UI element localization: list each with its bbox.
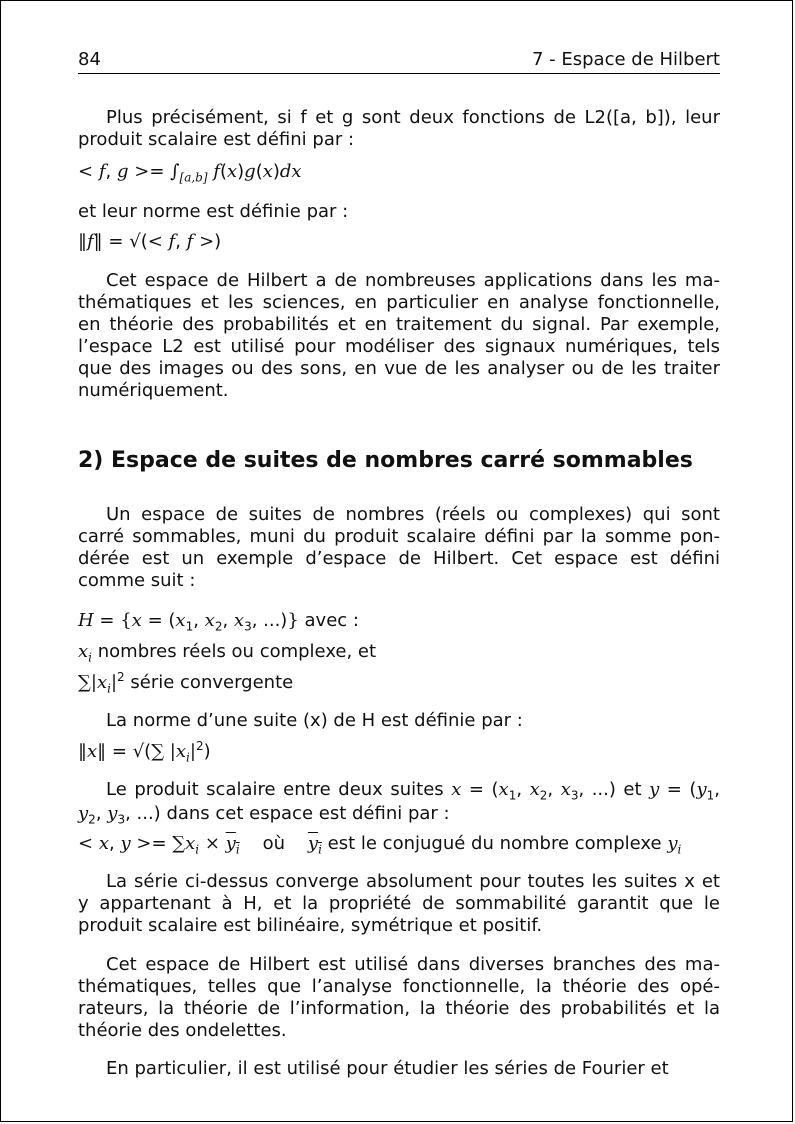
inner-product-formula: < f, $g >= \int_{[a,b]}$ f(x)g(x)dx xyxy=(78,161,302,185)
definition-line-3: $\sum|x_i|^2$ série convergente xyxy=(78,670,294,696)
chapter-title: 7 - Espace de Hilbert xyxy=(531,49,720,70)
sequence-norm-formula: ‖x‖ = √(∑ $|x_i|^2$) xyxy=(78,739,211,765)
definition-line-2: $x_i$ nombres réels ou complexe, et xyxy=(78,641,377,665)
sequence-inner-product-formula: < x, $y >= \sum x_i \times y_i$ où $y_i$ est le conjugué du nombre complexe $y_i$ xyxy=(78,833,682,857)
inner-intro-a: Le produit scalaire entre deux suites xyxy=(106,779,444,800)
inner-where: où xyxy=(262,833,285,854)
sequence-norm-intro: La norme d’une suite (x) de H est définie par : xyxy=(106,710,523,731)
page-number: 84 xyxy=(78,49,101,70)
last-paragraph: En particulier, il est utilisé pour étudier les séries de Fourier et xyxy=(106,1058,669,1079)
inner-intro-b: et xyxy=(623,779,642,800)
inner-conj: est le conjugué du nombre complexe xyxy=(327,833,662,854)
inner-intro-c: dans cet espace est défini par : xyxy=(166,803,450,824)
definition-line-3-text: série convergente xyxy=(130,672,294,693)
usage-paragraph: Cet espace de Hilbert est utilisé dans diverses branches des ma-thématiques, telles que l’analyse fonctionnelle, la théorie des opé-rateurs, la théorie de l’information, la théorie des probabilités et la théorie des ondelettes. xyxy=(78,954,720,1041)
definition-line-1-text: avec : xyxy=(304,610,359,631)
intro-paragraph: Plus précisément, si f et g sont deux fonctions de L2([a, b]), leur produit scalaire est défini par : xyxy=(78,107,720,150)
norm-intro: et leur norme est définie par : xyxy=(78,201,349,222)
norm-formula: ‖f‖ = √(< f, f >) xyxy=(78,231,222,252)
convergence-paragraph: La série ci-dessus converge absolument pour toutes les suites x et y appartenant à H, et la propriété de sommabilité garantit que le produit scalaire est bilinéaire, symétrique et positif. xyxy=(78,871,720,936)
definition-line-2-text: nombres réels ou complexe, et xyxy=(97,641,377,662)
inner-product-intro: Le produit scalaire entre deux suites $x = (x_1$, $x_2$, $x_3$, ...) et $y = (y_1$, $y_2$, $y_3$, ...) dans cet espace est défini par : xyxy=(78,779,720,827)
running-header xyxy=(78,48,720,74)
definition-line-1: $H = \{x = (x_1$, $x_2$, $x_3$, ...)} avec : xyxy=(78,610,359,634)
section-intro-paragraph: Un espace de suites de nombres (réels ou complexes) qui sont carré sommables, muni du produit scalaire défini par la somme pon-dérée est un exemple d’espace de Hilbert. Cet espace est défini comme suit : xyxy=(78,504,720,591)
applications-paragraph: Cet espace de Hilbert a de nombreuses applications dans les ma-thématiques et les sciences, en particulier en analyse fonctionnelle, en théorie des probabilités et en traitement du signal. Par exemple, l’espace L2 est utilisé pour modéliser des signaux numériques, tels que des images ou des sons, en vue de les analyser ou de les traiter numériquement. xyxy=(78,270,720,401)
section-heading: 2) Espace de suites de nombres carré sommables xyxy=(78,448,693,473)
